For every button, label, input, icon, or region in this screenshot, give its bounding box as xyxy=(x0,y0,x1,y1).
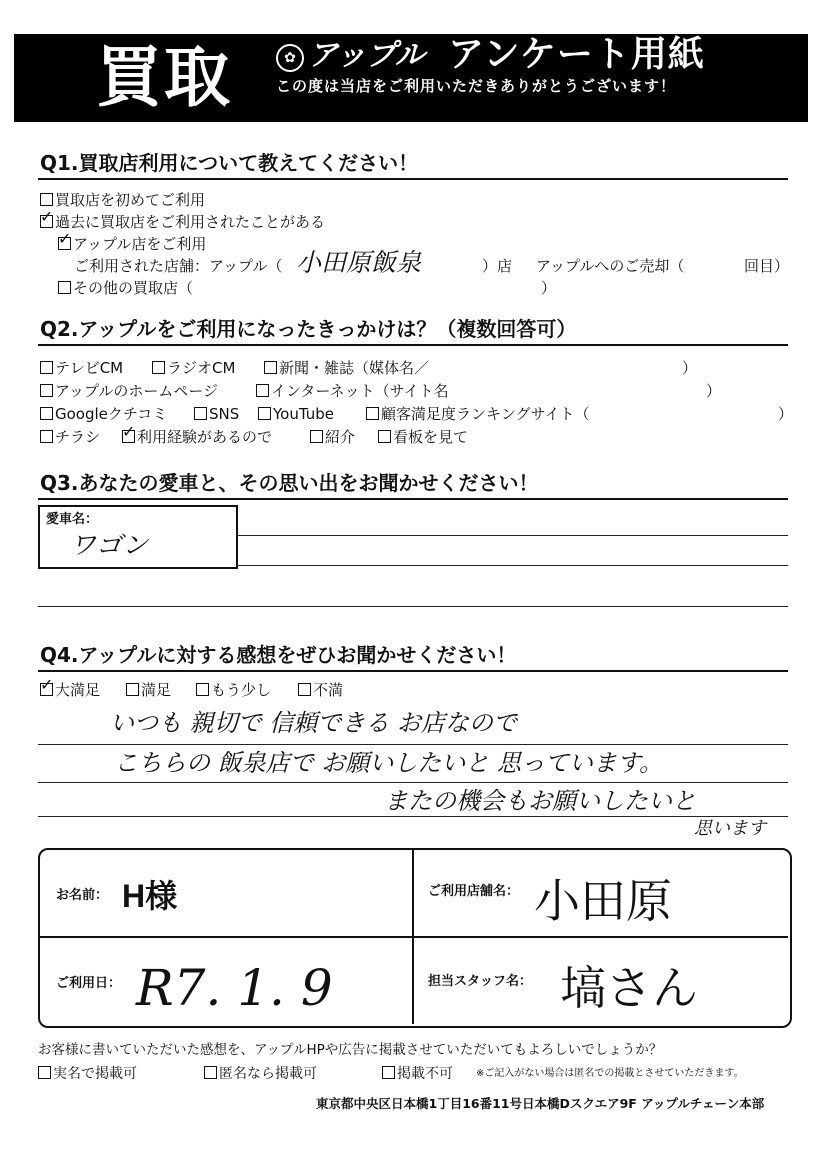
q3-divider xyxy=(38,498,788,500)
name-value[interactable]: H様 xyxy=(122,878,178,914)
checkbox[interactable] xyxy=(196,683,209,696)
name-label: お名前： xyxy=(56,888,109,903)
checkbox[interactable] xyxy=(58,281,71,294)
q1-option-past[interactable]: ✓過去に買取店をご利用されたことがある xyxy=(40,212,325,232)
checkbox[interactable] xyxy=(256,384,269,397)
kaitori-logo: 買取 xyxy=(96,39,232,116)
q2-option-signboard[interactable]: 看板を見て xyxy=(378,427,468,447)
q3-writing-line xyxy=(236,535,788,536)
checkbox[interactable] xyxy=(258,407,271,420)
checkbox[interactable] xyxy=(152,361,165,374)
car-name-value[interactable]: ワゴン xyxy=(70,531,149,561)
car-name-label: 愛車名： xyxy=(46,512,99,527)
q2-option-internet[interactable]: インターネット（サイト名 xyxy=(256,381,449,401)
apple-logo-icon: ✿ xyxy=(276,44,304,72)
q4-comment-line4[interactable]: 思います xyxy=(694,818,766,839)
date-label: ご利用日： xyxy=(56,976,122,991)
q2-option-radio[interactable]: ラジオCM xyxy=(152,358,235,378)
q2-ranking-close: ） xyxy=(778,405,794,423)
checkbox[interactable] xyxy=(194,407,207,420)
q4-comment-line3[interactable]: またの機会もお願いしたいと xyxy=(384,787,696,815)
checkbox[interactable] xyxy=(382,1066,395,1079)
q2-divider xyxy=(38,344,788,346)
q1-option-first[interactable]: 買取店を初めてご利用 xyxy=(40,190,205,210)
q3-writing-line xyxy=(236,565,788,566)
checkbox[interactable] xyxy=(310,430,323,443)
store-name-value[interactable]: 小田原 xyxy=(534,874,672,928)
publish-option-anonymous[interactable]: 匿名なら掲載可 xyxy=(204,1064,317,1084)
publish-option-no[interactable]: 掲載不可 xyxy=(382,1064,453,1084)
q2-option-homepage[interactable]: アップルのホームページ xyxy=(40,381,218,401)
checkbox[interactable] xyxy=(126,683,139,696)
q2-option-ranking[interactable]: 顧客満足度ランキングサイト（ xyxy=(366,404,590,424)
q4-writing-line xyxy=(38,744,788,745)
q3-heading: Q3.あなたの愛車と、その思い出をお聞かせください！ xyxy=(40,471,539,495)
checkbox[interactable] xyxy=(40,384,53,397)
q1-option-apple[interactable]: ✓アップル店をご利用 xyxy=(58,234,206,254)
q4-option-very-satisfied[interactable]: ✓大満足 xyxy=(40,680,100,700)
date-value[interactable]: R7. 1. 9 xyxy=(136,959,333,1017)
q3-writing-line xyxy=(38,606,788,607)
checkbox[interactable] xyxy=(40,430,53,443)
q2-option-sns[interactable]: SNS xyxy=(194,404,239,424)
checkbox-checked[interactable] xyxy=(40,215,53,228)
q2-option-google[interactable]: Googleクチコミ xyxy=(40,404,167,424)
q2-internet-close: ） xyxy=(706,382,722,400)
publish-note: ※ご記入がない場合は匿名での掲載とさせていただきます。 xyxy=(476,1068,744,1079)
q1-store-suffix: ）店 xyxy=(482,257,513,275)
q2-option-news[interactable]: 新聞・雑誌（媒体名／ xyxy=(264,358,429,378)
q4-option-dissatisfied[interactable]: 不満 xyxy=(298,680,343,700)
q4-option-little-more[interactable]: もう少し xyxy=(196,680,271,700)
checkbox[interactable] xyxy=(38,1066,51,1079)
q2-option-intro[interactable]: 紹介 xyxy=(310,427,355,447)
staff-label: 担当スタッフ名： xyxy=(428,974,533,989)
checkbox[interactable] xyxy=(40,193,53,206)
q1-count-suffix: 回目） xyxy=(744,257,790,275)
q1-heading: Q1.買取店利用について教えてください！ xyxy=(40,151,419,175)
survey-subtitle: この度は当店をご利用いただきありがとうございます！ xyxy=(276,77,677,95)
q2-option-youtube[interactable]: YouTube xyxy=(258,404,334,424)
checkbox[interactable] xyxy=(366,407,379,420)
q4-option-satisfied[interactable]: 満足 xyxy=(126,680,171,700)
q2-option-tv[interactable]: テレビCM xyxy=(40,358,123,378)
store-name-label: ご利用店舗名： xyxy=(428,884,520,899)
q1-option-other[interactable]: その他の買取店（ xyxy=(58,278,193,298)
q2-option-flyer[interactable]: チラシ xyxy=(40,427,100,447)
q1-count-label: アップルへのご売却（ xyxy=(536,257,685,275)
q1-store-value[interactable]: 小田原飯泉 xyxy=(296,248,422,277)
hq-address: 東京都中央区日本橋1丁目16番11号日本橋Dスクエア9F アップルチェーン本部 xyxy=(316,1096,765,1111)
q4-divider xyxy=(38,670,788,672)
q4-writing-line xyxy=(38,782,788,783)
survey-title: アンケート用紙 xyxy=(448,34,705,75)
checkbox[interactable] xyxy=(264,361,277,374)
q2-heading: Q2.アップルをご利用になったきっかけは？（複数回答可） xyxy=(40,317,577,341)
q1-other-close: ） xyxy=(541,279,557,297)
info-divider-horizontal xyxy=(40,936,788,938)
checkbox-checked[interactable] xyxy=(122,430,135,443)
q4-writing-line xyxy=(38,816,788,817)
checkbox[interactable] xyxy=(204,1066,217,1079)
q1-divider xyxy=(38,178,788,180)
q1-store-label: ご利用された店舗：アップル（ xyxy=(74,257,283,275)
q2-option-experience[interactable]: ✓ 利用経験があるので xyxy=(122,427,272,447)
staff-value[interactable]: 塙さん xyxy=(560,961,698,1015)
checkbox-checked[interactable] xyxy=(58,237,71,250)
q4-comment-line2[interactable]: こちらの 飯泉店で お願いしたいと 思っています。 xyxy=(114,749,663,777)
brand-name: アップル xyxy=(308,38,425,73)
q4-heading: Q4.アップルに対する感想をぜひお聞かせください！ xyxy=(40,643,517,667)
q4-comment-line1[interactable]: いつも 親切で 信頼できる お店なので xyxy=(110,709,517,737)
checkbox[interactable] xyxy=(298,683,311,696)
checkbox-checked[interactable] xyxy=(40,683,53,696)
publish-option-realname[interactable]: 実名で掲載可 xyxy=(38,1064,137,1084)
publish-question: お客様に書いていただいた感想を、アップルHPや広告に掲載させていただいてもよろしいでしょうか？ xyxy=(38,1042,663,1058)
checkbox[interactable] xyxy=(40,361,53,374)
q2-news-close: ） xyxy=(682,359,698,377)
checkbox[interactable] xyxy=(378,430,391,443)
checkbox[interactable] xyxy=(40,407,53,420)
